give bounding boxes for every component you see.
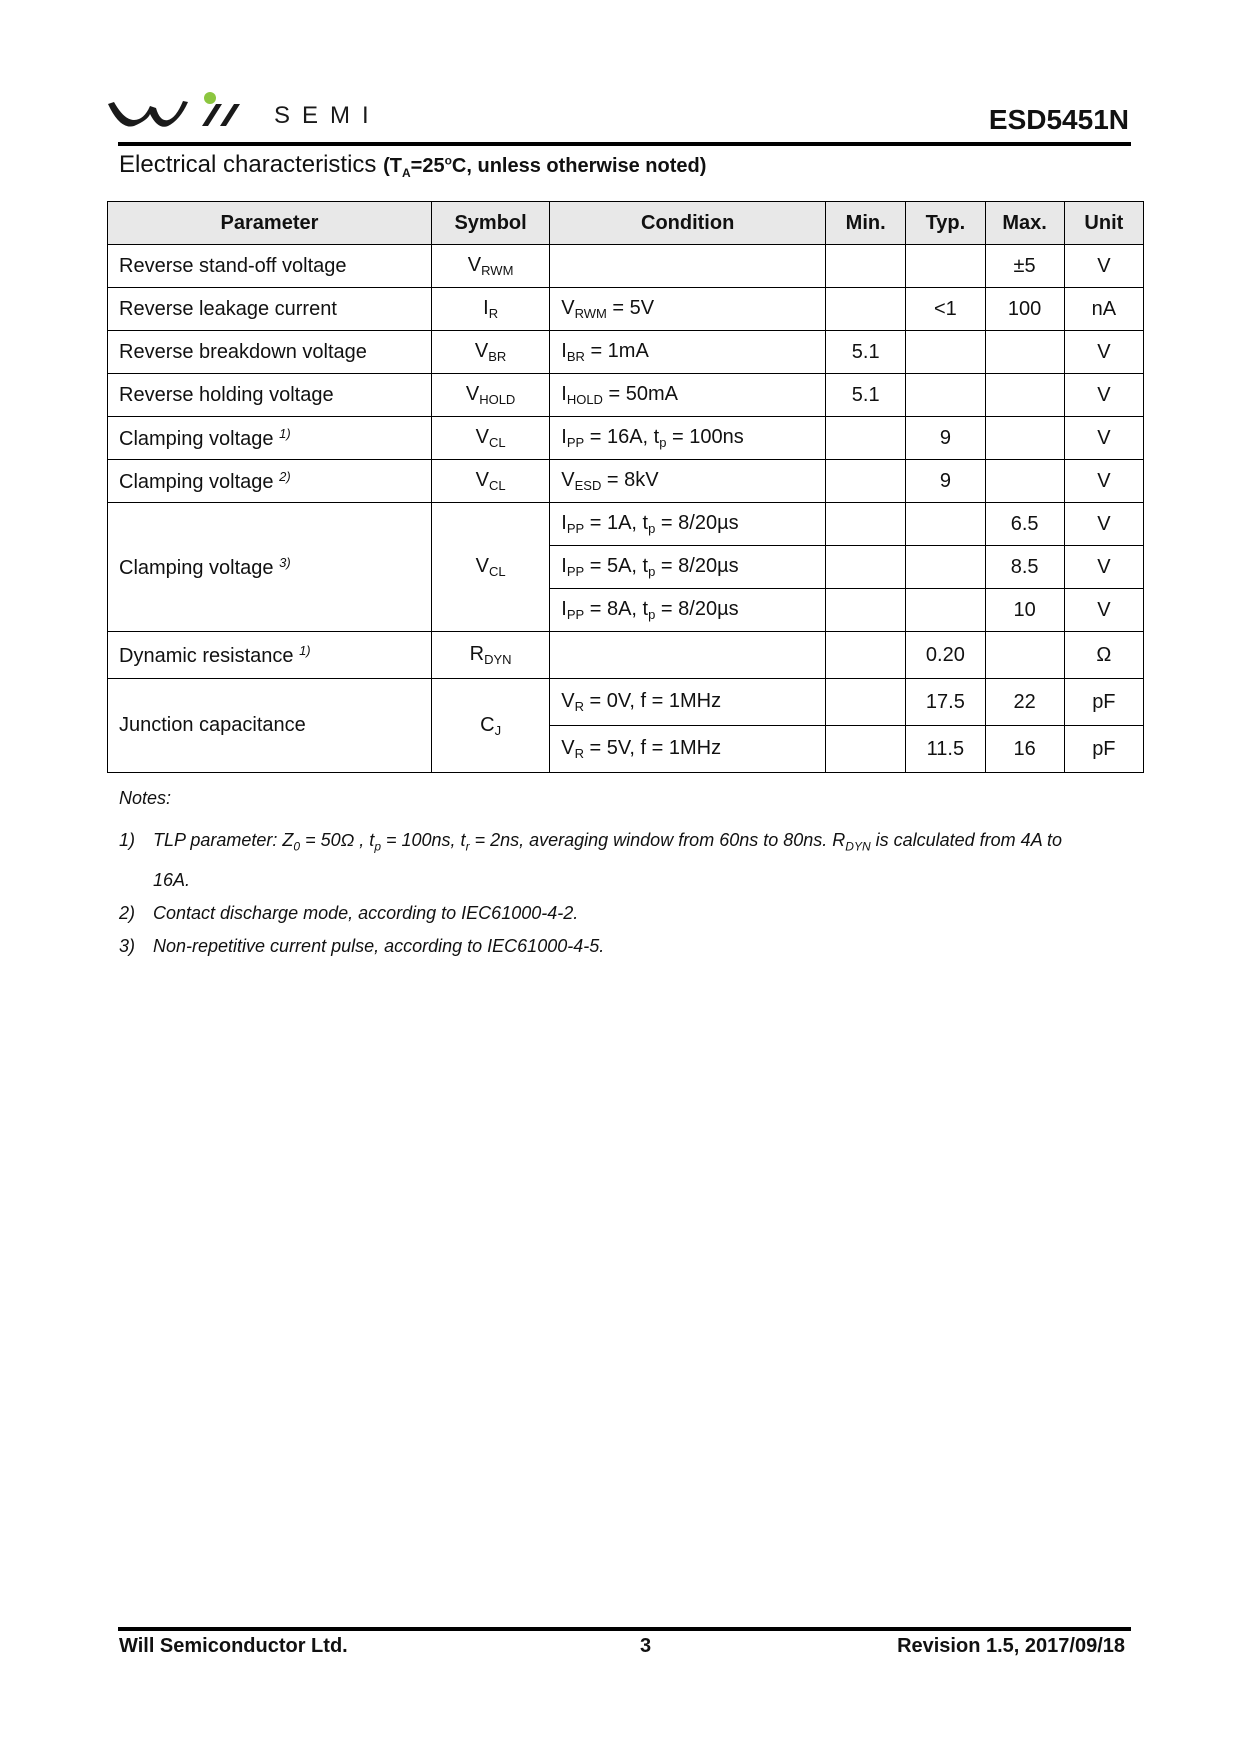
logo-text: SEMI [274, 102, 381, 129]
footer-revision: Revision 1.5, 2017/09/18 [897, 1635, 1125, 1657]
symbol-cell: $R_{DYN}$ [431, 632, 549, 679]
part-number: ESD5451N [988, 104, 1129, 135]
condition-cell: $I_{PP} = 5A$, $t_p = 8/20\mu s$ [550, 546, 826, 589]
footer-page-number: 3 [640, 1635, 652, 1657]
header-condition: Condition [550, 202, 826, 245]
unit-cell: V [1064, 589, 1143, 632]
typ-cell [906, 331, 985, 374]
header-typ: Typ. [906, 202, 985, 245]
typ-cell [906, 245, 985, 288]
min-cell [826, 679, 906, 726]
min-cell [826, 417, 906, 460]
footer-rule [118, 1627, 1131, 1631]
max-cell [985, 417, 1064, 460]
header-max: Max. [985, 202, 1064, 245]
notes-section [119, 782, 1139, 963]
condition-cell: $I_{PP} = 8A$, $t_p = 8/20\mu s$ [550, 589, 826, 632]
table-row [108, 460, 1144, 503]
symbol-cell: $I_R$ [431, 288, 549, 331]
param-cell: Junction capacitance [108, 679, 432, 773]
symbol-cell: $V_{CL}$ [431, 503, 549, 632]
typ-cell [906, 503, 985, 546]
note-2: 2) Contact discharge mode, according to IEC61000-4-2. [119, 902, 579, 923]
note-1: 1) TLP parameter: $Z_0 = 50\Omega$ , $t_p = 100ns$, $t_r = 2ns$, averaging window from 60ns to 80ns. $R_{DYN}$ is calculated from 4A to [119, 830, 1063, 854]
note-3: 3) Non-repetitive current pulse, according to IEC61000-4-5. [119, 935, 605, 956]
max-cell [985, 374, 1064, 417]
table-row [108, 331, 1144, 374]
param-cell: Dynamic resistance $^{1)}$ [108, 632, 432, 679]
condition-cell [550, 245, 826, 288]
condition-cell: $V_R = 0V$, f = 1MHz [550, 679, 826, 726]
section-title [119, 151, 706, 180]
max-cell: 100 [985, 288, 1064, 331]
note-1-continuation: 16A. [153, 869, 191, 890]
typ-cell [906, 374, 985, 417]
min-cell [826, 460, 906, 503]
unit-cell: pF [1064, 726, 1143, 773]
max-cell [985, 460, 1064, 503]
typ-cell: 9 [906, 460, 985, 503]
param-cell: Reverse leakage current [108, 288, 432, 331]
unit-cell: V [1064, 331, 1143, 374]
symbol-cell: $V_{RWM}$ [431, 245, 549, 288]
header-rule [118, 142, 1131, 146]
logo-mark-icon [106, 90, 266, 140]
min-cell [826, 503, 906, 546]
min-cell [826, 589, 906, 632]
table-row [108, 417, 1144, 460]
min-cell: 5.1 [826, 331, 906, 374]
typ-cell: 0.20 [906, 632, 985, 679]
condition-cell: $I_{HOLD} = 50mA$ [550, 374, 826, 417]
unit-cell: V [1064, 417, 1143, 460]
typ-cell: 11.5 [906, 726, 985, 773]
typ-cell [906, 546, 985, 589]
param-cell: Clamping voltage $^{2)}$ [108, 460, 432, 503]
section-title-text: Electrical characteristics [119, 151, 377, 178]
max-cell [985, 331, 1064, 374]
unit-cell: nA [1064, 288, 1143, 331]
table-row [108, 503, 1144, 546]
table-row [108, 245, 1144, 288]
max-cell: 8.5 [985, 546, 1064, 589]
max-cell: 10 [985, 589, 1064, 632]
section-condition: ($T_A=25^oC$, unless otherwise noted) [383, 153, 707, 180]
header-parameter: Parameter [108, 202, 432, 245]
notes-heading: Notes: [119, 788, 172, 808]
condition-cell [550, 632, 826, 679]
footer-company: Will Semiconductor Ltd. [119, 1635, 348, 1657]
unit-cell: V [1064, 546, 1143, 589]
table-row [108, 679, 1144, 726]
electrical-characteristics-table [107, 201, 1144, 773]
min-cell [826, 245, 906, 288]
unit-cell: Ω [1064, 632, 1143, 679]
symbol-cell: $V_{CL}$ [431, 460, 549, 503]
table-row [108, 288, 1144, 331]
table-header-row [108, 202, 1144, 245]
unit-cell: V [1064, 503, 1143, 546]
min-cell [826, 288, 906, 331]
typ-cell: <1 [906, 288, 985, 331]
max-cell: ±5 [985, 245, 1064, 288]
max-cell: 6.5 [985, 503, 1064, 546]
min-cell [826, 632, 906, 679]
param-cell: Reverse holding voltage [108, 374, 432, 417]
condition-cell: $V_R = 5V$, f = 1MHz [550, 726, 826, 773]
condition-cell: $I_{PP} = 16A$, $t_p = 100ns$ [550, 417, 826, 460]
symbol-cell: $V_{BR}$ [431, 331, 549, 374]
max-cell: 22 [985, 679, 1064, 726]
min-cell [826, 726, 906, 773]
condition-cell: $I_{PP} = 1A$, $t_p = 8/20\mu s$ [550, 503, 826, 546]
max-cell: 16 [985, 726, 1064, 773]
typ-cell [906, 589, 985, 632]
symbol-cell: $C_J$ [431, 679, 549, 773]
header-unit: Unit [1064, 202, 1143, 245]
symbol-cell: $V_{HOLD}$ [431, 374, 549, 417]
header-min: Min. [826, 202, 906, 245]
max-cell [985, 632, 1064, 679]
unit-cell: V [1064, 245, 1143, 288]
min-cell: 5.1 [826, 374, 906, 417]
param-cell: Reverse stand-off voltage [108, 245, 432, 288]
unit-cell: pF [1064, 679, 1143, 726]
condition-cell: $V_{ESD} = 8kV$ [550, 460, 826, 503]
table-row [108, 374, 1144, 417]
condition-cell: $I_{BR} = 1mA$ [550, 331, 826, 374]
condition-cell: $V_{RWM} = 5V$ [550, 288, 826, 331]
min-cell [826, 546, 906, 589]
param-cell: Reverse breakdown voltage [108, 331, 432, 374]
unit-cell: V [1064, 374, 1143, 417]
symbol-cell: $V_{CL}$ [431, 417, 549, 460]
param-cell: Clamping voltage $^{3)}$ [108, 503, 432, 632]
param-cell: Clamping voltage $^{1)}$ [108, 417, 432, 460]
typ-cell: 17.5 [906, 679, 985, 726]
unit-cell: V [1064, 460, 1143, 503]
typ-cell: 9 [906, 417, 985, 460]
header-symbol: Symbol [431, 202, 549, 245]
will-semi-logo [106, 90, 406, 140]
table-row [108, 632, 1144, 679]
